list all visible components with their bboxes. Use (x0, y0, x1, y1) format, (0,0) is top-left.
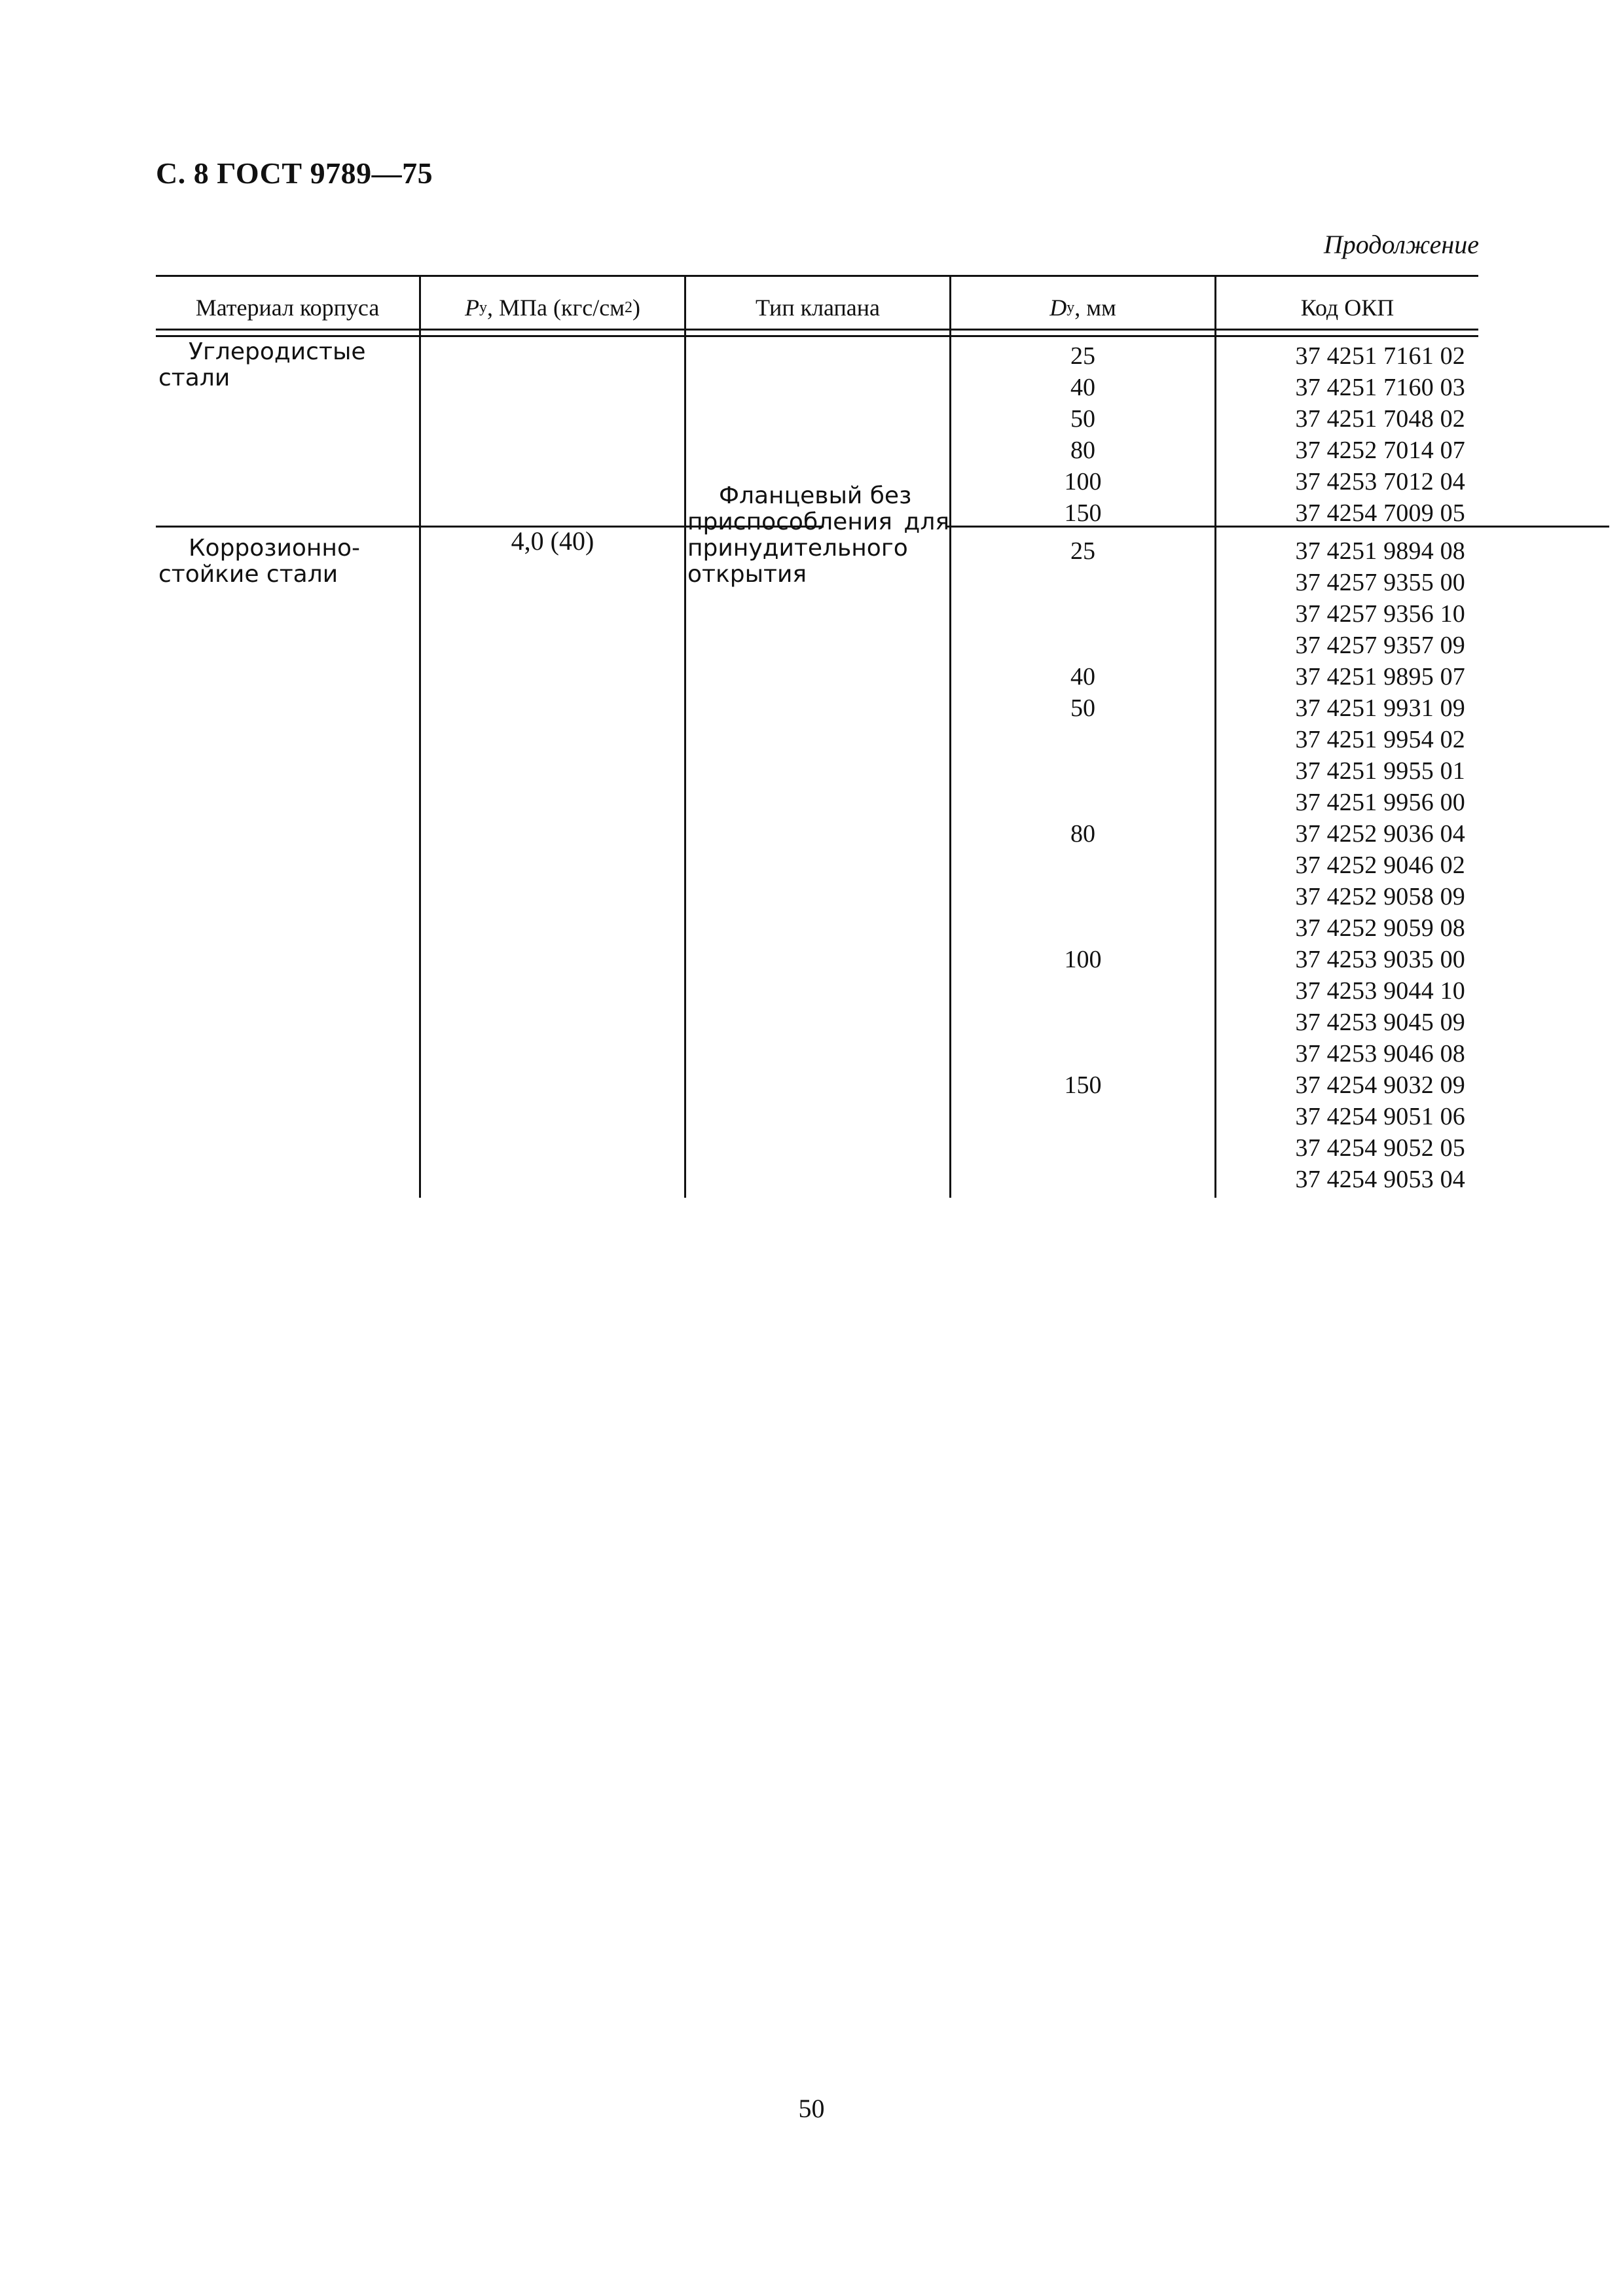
dy-cell: 40 (1070, 374, 1095, 401)
dy-cell: 25 (1070, 537, 1095, 565)
okp-code-cell: 37 4252 9058 09 (1295, 883, 1465, 910)
column-header-pressure (421, 288, 684, 327)
okp-code-cell: 37 4251 9895 07 (1295, 663, 1465, 691)
okp-code-cell: 37 4251 7161 02 (1295, 342, 1465, 370)
page-title: С. 8 ГОСТ 9789—75 (156, 156, 433, 190)
valve-type-line1: Фланцевый без (719, 482, 912, 509)
okp-code-cell: 37 4254 7009 05 (1295, 499, 1465, 527)
okp-code-cell: 37 4251 9955 01 (1295, 757, 1465, 785)
dy-cell: 50 (1070, 405, 1095, 433)
dy-cell: 100 (1064, 468, 1102, 495)
okp-code-cell: 37 4253 9035 00 (1295, 946, 1465, 973)
dy-cell: 40 (1070, 663, 1095, 691)
column-header-material-text: Материал корпуса (195, 295, 380, 321)
okp-code-cell: 37 4254 9051 06 (1295, 1103, 1465, 1130)
dy-unit: , мм (1074, 295, 1116, 321)
continuation-label: Продолжение (1323, 230, 1479, 259)
col-rule-1 (419, 335, 421, 1198)
dy-cell: 25 (1070, 342, 1095, 370)
material-carbon-line1: Углеродистые (189, 338, 366, 365)
dy-cell: 150 (1064, 499, 1102, 527)
material-carbon-line2: стали (158, 365, 230, 391)
py-close-paren: ) (632, 295, 640, 321)
column-header-okp-text: Код ОКП (1300, 295, 1395, 321)
okp-code-cell: 37 4253 9044 10 (1295, 977, 1465, 1005)
column-header-dy (951, 288, 1214, 327)
col-rule-2 (684, 275, 686, 1198)
dy-cell: 80 (1070, 820, 1095, 848)
okp-code-cell: 37 4257 9357 09 (1295, 632, 1465, 659)
okp-code-cell: 37 4251 7160 03 (1295, 374, 1465, 401)
valve-type-line2: приспособления для (687, 509, 949, 535)
column-header-material (156, 288, 419, 327)
okp-code-cell: 37 4251 9931 09 (1295, 694, 1465, 722)
okp-code-cell: 37 4252 9059 08 (1295, 914, 1465, 942)
okp-code-cell: 37 4251 7048 02 (1295, 405, 1465, 433)
dy-cell: 100 (1064, 946, 1102, 973)
material-stainless-line2: стойкие стали (158, 561, 338, 588)
okp-code-cell: 37 4251 9956 00 (1295, 789, 1465, 816)
column-header-okp (1216, 288, 1478, 327)
pressure-value: 4,0 (40) (511, 526, 594, 556)
dy-symbol: D (1049, 295, 1067, 321)
okp-code-cell: 37 4253 9045 09 (1295, 1009, 1465, 1036)
column-header-valve-type-text: Тип клапана (755, 295, 881, 321)
valve-type-line4: открытия (687, 561, 807, 588)
okp-code-cell: 37 4251 9954 02 (1295, 726, 1465, 753)
dy-cell: 80 (1070, 437, 1095, 464)
valve-type-line3: принудительного (687, 535, 908, 562)
okp-code-cell: 37 4252 9046 02 (1295, 852, 1465, 879)
py-subscript: y (479, 298, 487, 316)
dy-subscript: y (1067, 298, 1075, 316)
material-stainless-line1: Коррозионно- (189, 535, 360, 562)
header-rule-1 (156, 329, 1478, 331)
py-unit: , МПа (кгс/см (487, 295, 625, 321)
page-number: 50 (798, 2094, 825, 2123)
okp-code-cell: 37 4253 7012 04 (1295, 468, 1465, 495)
okp-code-cell: 37 4254 9032 09 (1295, 1071, 1465, 1099)
header-rule-2 (156, 335, 1478, 337)
okp-code-cell: 37 4254 9053 04 (1295, 1166, 1465, 1193)
okp-code-cell: 37 4252 7014 07 (1295, 437, 1465, 464)
py-symbol: P (465, 295, 479, 321)
okp-code-cell: 37 4257 9355 00 (1295, 569, 1465, 596)
dy-cell: 50 (1070, 694, 1095, 722)
okp-code-cell: 37 4252 9036 04 (1295, 820, 1465, 848)
okp-code-cell: 37 4251 9894 08 (1295, 537, 1465, 565)
okp-code-cell: 37 4257 9356 10 (1295, 600, 1465, 628)
col-rule-4 (1214, 275, 1216, 1198)
py-superscript: 2 (624, 298, 632, 316)
okp-code-cell: 37 4253 9046 08 (1295, 1040, 1465, 1067)
okp-code-cell: 37 4254 9052 05 (1295, 1134, 1465, 1162)
table-top-rule (156, 275, 1478, 277)
dy-cell: 150 (1064, 1071, 1102, 1099)
column-header-valve-type (686, 288, 949, 327)
